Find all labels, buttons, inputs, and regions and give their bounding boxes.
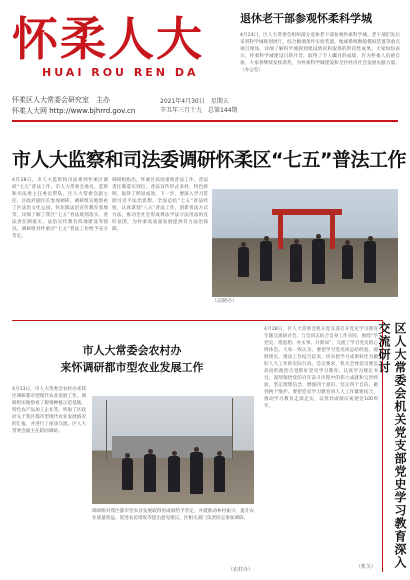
section-divider <box>12 320 382 321</box>
lead-body-middle: 调研组指出，怀柔区高度重视普法工作，普法责任制落实到位，普法宣传形式多样，特色鲜明，取得了明显成效。下一步，要深入学习贯彻习近平法治思想，全面总结“七五”普法经验，认真谋划“八五”普法工作，创新普法方式方法，推动全社会形成尊法学法守法用法的良好氛围，为怀柔高质量发展提供有力法治保障。 <box>112 178 208 232</box>
story2-caption: （农村办） <box>228 567 254 573</box>
side-story-headline: 退休老干部参观怀柔科学城 <box>240 12 372 25</box>
story2-photo <box>92 396 254 504</box>
masthead <box>12 14 222 86</box>
side-story-credit: （办公室） <box>240 68 263 73</box>
website-line[interactable]: 怀柔人大网 http://www.bjhrrd.gov.cn <box>12 107 136 115</box>
story2-headline-line2: 来怀调研都市型农业发展工作 <box>60 361 204 374</box>
tree <box>106 400 107 460</box>
story2-body-right: 调研组对我区都市型农业发展取得的成绩给予肯定，并就推动乡村振兴、提升农业质量效益、促进农民增收等提出意见建议。区相关部门负责同志参加调研。 <box>92 509 254 521</box>
masthead-pinyin: HUAI ROU REN DA <box>42 66 199 79</box>
gate-pillar-left <box>278 213 283 249</box>
person <box>260 241 272 281</box>
person <box>238 247 249 277</box>
person <box>122 458 133 490</box>
story3-vertical-title: 区人大常委会机关党支部党史学习教育深入交流研讨 <box>377 322 407 569</box>
story3-body: 4月28日，区人大常委会机关党支部召开党史学习教育专题交流研讨会。与会同志结合自身工作实际，围绕“学党史、悟思想、办实事、开新局”，交流了学习党史的心得体会。大家一致认为，要把学习党史同总结经验、观照现实、推动工作结合起来，切实把学习成果转化为做好人大工作的实际行动。会议要求，机关全体党员要以高度的政治自觉抓好党史学习教育，认真学习规定书目，深刻领悟党的百年奋斗历程中的伟大成就和宝贵经验，坚定理想信念，增强四个意识，坚定四个自信，做到两个维护。要把党史学习教育同人大工作紧密结合，推动学习教育走深走实，以优异成绩庆祝建党100周年。 <box>264 327 378 409</box>
issue-date: 2021年4月30日 星期五 <box>160 98 229 105</box>
story2-body-left: 4月13日，市人大常委会农村办来我区调研都市型现代农业发展工作。调研组实地察看了板栗种植示范基地、特色农产品加工企业等，听取了区政府关于我区都市型现代农业发展情况的汇报，并进行了座谈交流。区人大常委会副主任陪同调研。 <box>12 387 86 434</box>
gate-pillar-right <box>330 213 335 249</box>
story2-headline-line1: 市人大常委会农村办 <box>82 344 182 357</box>
person <box>190 452 203 494</box>
person <box>214 456 225 492</box>
lead-credit: （法制办） <box>212 298 238 304</box>
person <box>312 239 325 284</box>
tree <box>232 398 233 460</box>
story3-credit: （机关） <box>356 564 377 570</box>
header-rule <box>12 120 398 122</box>
person <box>364 241 376 283</box>
issue-date-block <box>160 97 237 115</box>
sponsor-line: 怀柔区人大常委会研究室 主办 <box>12 96 110 104</box>
lead-body-left: 4月28日，市人大监察和司法委到怀柔区调研“七五”普法工作。市人大常委会委员、监察和司法委主任委员带队，区人大常委会副主任、区政府副区长参加调研。调研组实地察看了区法治文化公园、怀北镇法治宣传教育基地等，详细了解了我区“七五”普法规划落实、普法责任制落实、法治宣传教育阵地建设等情况。调研组对怀柔区“七五”普法工作给予充分肯定。 <box>12 178 108 239</box>
person <box>342 245 353 279</box>
lead-headline: 市人大监察和司法委调研怀柔区“七五”普法工作 <box>12 149 406 171</box>
person <box>168 456 180 492</box>
issue-lunar: 辛丑年三月十九 总第144期 <box>160 107 238 114</box>
masthead-title: 怀柔人大 <box>12 12 204 66</box>
side-story-body: 4月24日，区人大常委会组织部分退休老干部参观怀柔科学城。老干部们先后来到科学城规划展厅、综合极端条件实验装置、地球系统数值模拟装置等重点项目现场，详细了解科学城规划建设情况和取得的阶段性成果。大家纷纷表示，怀柔科学城建设日新月异，取得了令人瞩目的成绩，作为怀柔人倍感自豪。大家将继续发挥余热，为怀柔科学城建设和全区经济社会发展贡献力量。（办公室） <box>240 33 400 73</box>
lead-photo <box>212 189 398 297</box>
story2-headline <box>12 342 252 376</box>
person <box>290 244 302 282</box>
lead-body-right-tail <box>212 298 398 312</box>
person <box>144 454 156 492</box>
